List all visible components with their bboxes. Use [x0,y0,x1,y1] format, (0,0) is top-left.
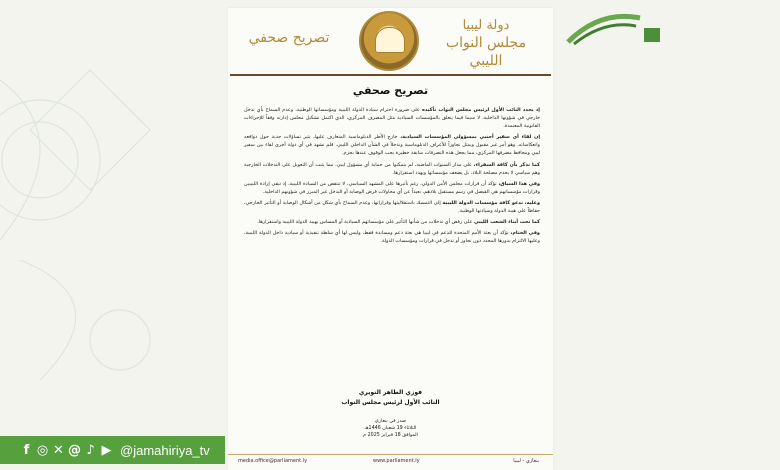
signatory-role: النائب الأول لرئيس مجلس النواب [341,399,440,406]
organization-name [431,18,541,70]
tiktok-icon[interactable]: ♪ [86,442,95,458]
youtube-icon[interactable]: ▶ [101,442,112,458]
paragraph: كما نذكر بأن كافة السفراء، على مدار السنوات الماضية، لم يتمكنوا من حماية أي مسؤول ليبي، مما يثبت أن التعويل على التدخلات الخارجية وهم سياسي لا يخدم مصلحة البلاد، بل يضعف مؤسساتها ويهدد استقرارها. [244,161,540,176]
issue-date-gregorian: الموافق 18 فبراير 2025 م [363,433,418,438]
threads-icon[interactable]: @ [68,442,81,458]
parliament-emblem-icon [359,11,419,71]
footer-website: www.parliament.ly [373,458,420,464]
signatory-name: فوزي الطاهر النويري [358,389,423,396]
statement-body [244,106,540,248]
paragraph: وعليه، ندعو كافة مؤسسات الدولة الليبية إلى التمسك باستقلاليتها وقراراتها، وعدم السماح بأي شكل من أشكال الوصاية أو التأثير الخارجي، حفاظاً على هيبة الدولة وسيادتها الوطنية. [244,199,541,215]
paragraph: وفي هذا السياق، نؤكد أن قرارات مجلس الأمن الدولي، رغم تأثيرها على المشهد السياسي، لا تنتقص من السيادة الليبية، إذ تبقى إرادة الليبيين وقرارات مؤسساتهم هي الفيصل في رسم مستقبل بلادهم، بعيداً عن أي محاولات فرض الوصاية أو التدخل غير المبرر في شؤونهم الداخلية. [244,180,540,195]
facebook-icon[interactable]: f [23,442,30,458]
paragraph: إن لقاء أي سفير أجنبي بمسؤولي المؤسسات السيادية، خارج الأطر الدبلوماسية المتعارف عليها، يثير تساؤلات جدية حول دوافعه وانعكاساته، وهو أمر غير مقبول ويمثل تجاوزاً للأعراف الدبلوماسية وتدخلاً في الشأن الداخلي الليبي. فلم نشهد في أي دولة أخرى لقاء بين سفير ليبي ومحافظ مصرفها المركزي، مما يجعل هذه التصرفات سابقة خطيرة يجب الوقوف عندها بحزم. [244,134,540,157]
document-footer [228,454,553,470]
paragraph: كما نحث أبناء الشعب الليبي على رفض أي تدخلات من شأنها التأثير على مؤسساتهم السيادية أو المساس بهيبة الدولة الليبية واستقرارها. [257,219,540,226]
letterhead-left-label: تصريح صحفي [248,30,330,46]
paragraph: وفي الختام، نؤكد أن بعثة الأمم المتحدة للدعم في ليبيا هي بعثة دعم ومساندة فقط، وليس لها أي سلطة تنفيذية أو سيادية داخل الدولة الليبية، وعليها الالتزام بدورها المحدد دون تجاوز أو تدخل في قرارات ومؤسسات الدولة. [244,230,540,245]
issue-date-hijri: الثلاثاء 19 شعبان 1446هـ [364,426,417,431]
social-bar [0,436,225,464]
social-handle: @jamahiriya_tv [120,442,210,458]
org-line-2: مجلس النواب الليبي [445,35,527,69]
issue-place: صدر في بنغازي [375,419,406,424]
org-line-1: دولة ليبيا [462,18,510,33]
footer-email: media.office@parliament.ly [238,458,308,464]
footer-location: بنغازي - ليبيا [513,458,539,464]
signature-block [228,388,553,408]
x-icon[interactable]: ✕ [53,442,64,458]
channel-logo [560,8,678,50]
letterhead [228,8,553,74]
paragraph: إذ يجدد النائب الأول لرئيس مجلس النواب تأكيده على ضرورة احترام سيادة الدولة الليبية ومؤسساتها الوطنية، وعدم السماح بأي تدخل خارجي في شؤونها الداخلية، لا سيما فيما يتعلق بالمؤسسات السيادية مثل المصرف المركزي، الذي اكتمل تشكيل مجلس إدارته وفقاً للإجراءات القانونية المعتمدة. [244,107,540,130]
header-rule [230,74,551,76]
document-title: تصريح صحفي [352,84,429,97]
press-release-document [228,8,553,470]
issue-info [228,418,553,439]
instagram-icon[interactable]: ◎ [36,442,49,458]
decorative-pattern [0,40,200,420]
